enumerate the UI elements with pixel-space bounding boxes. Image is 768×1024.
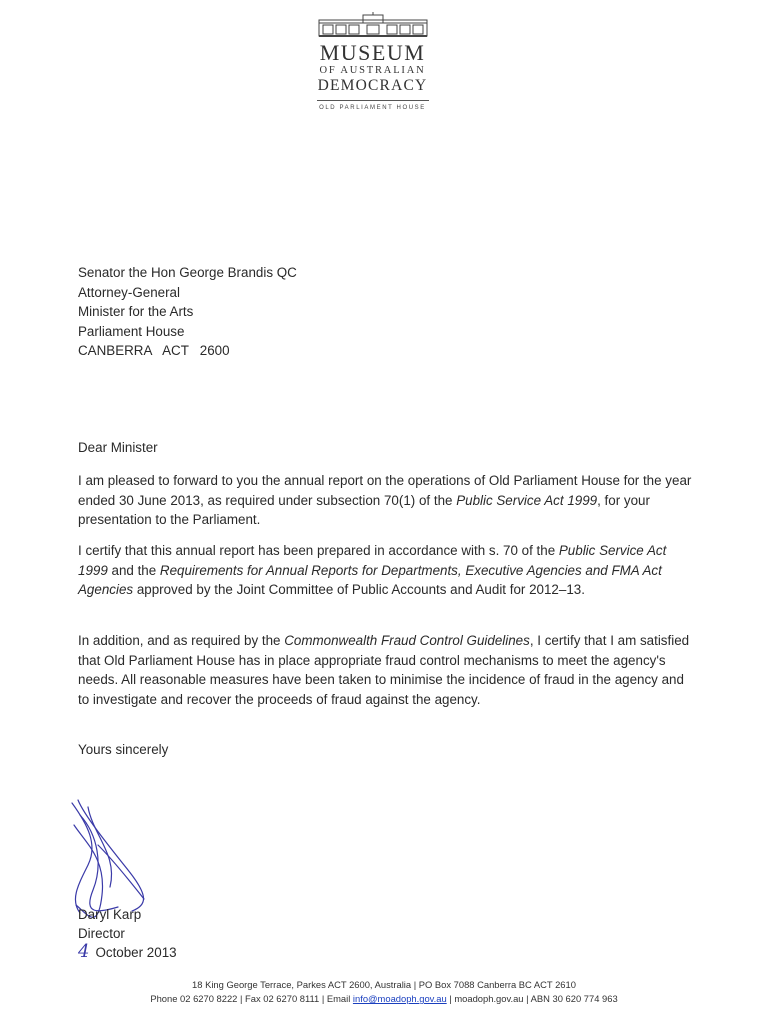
salutation: Dear Minister — [78, 440, 158, 455]
recipient-address — [78, 263, 297, 361]
address-line: Senator the Hon George Brandis QC — [78, 265, 297, 280]
address-line: Parliament House — [78, 323, 185, 339]
signer-block — [78, 905, 141, 943]
address-line: CANBERRA ACT 2600 — [78, 343, 230, 358]
logo-line-old-parliament-house: OLD PARLIAMENT HOUSE — [319, 105, 426, 111]
footer-contact: Phone 02 6270 8222 | Fax 02 6270 8111 | Email info@moadoph.gov.au | moadoph.gov.au | ABN 30 620 774 963 — [150, 993, 618, 1004]
signer-name: Daryl Karp — [78, 907, 142, 922]
logo-line-museum: MUSEUM — [319, 40, 426, 65]
email-link[interactable]: info@moadoph.gov.au — [352, 993, 447, 1004]
address-line: Minister for the Arts — [78, 304, 194, 319]
signer-title: Director — [78, 926, 125, 941]
logo-line-of-australian: OF AUSTRALIAN — [319, 65, 426, 76]
paragraph-annual-report: I am pleased to forward to you the annual report on the operations of Old Parliament House for the year ended 30 June 2013, as required under subsection 70(1) of the Public Service Act 1999, for your presentation to the Parliament. — [78, 473, 692, 527]
closing: Yours sincerely — [78, 742, 169, 757]
museum-logo — [305, 12, 440, 112]
footer-address: 18 King George Terrace, Parkes ACT 2600, Australia | PO Box 7088 Canberra BC ACT 2610 — [192, 979, 576, 990]
logo-divider — [317, 100, 429, 101]
signature-icon — [58, 795, 168, 920]
date-day-handwritten: 4 — [78, 941, 90, 962]
date-month-year: October 2013 — [95, 945, 177, 960]
address-line: Attorney-General — [78, 284, 180, 300]
letter-date — [78, 942, 177, 962]
paragraph-fraud-control: In addition, and as required by the Commonwealth Fraud Control Guidelines, I certify that I am satisfied that Old Parliament House has in place appropriate fraud control mechanisms to meet the agency's needs. All reasonable measures have been taken to minimise the incidence of fraud in the agency and to investigate and recover the proceeds of fraud against the agency. — [78, 633, 690, 707]
paragraph-certification: I certify that this annual report has been prepared in accordance with s. 70 of the Public Service Act 1999 and the Requirements for Annual Reports for Departments, Executive Agencies and FMA Act Agencies approved by the Joint Committee of Public Accounts and Audit for 2012–13. — [78, 543, 667, 597]
parliament-house-icon — [317, 12, 429, 38]
logo-line-democracy: DEMOCRACY — [317, 77, 428, 94]
